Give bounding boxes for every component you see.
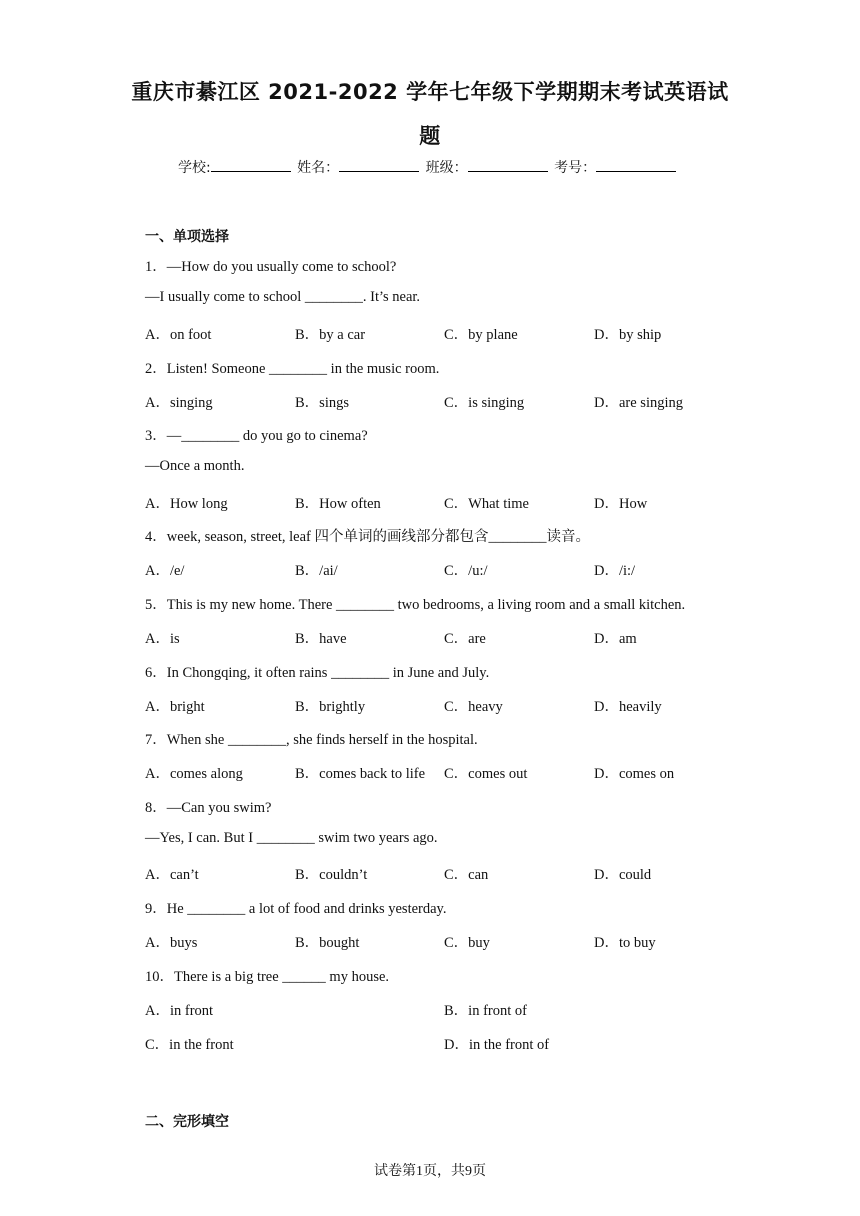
q4-option-a: A．/e/ <box>145 563 185 579</box>
q9-option-d: D．to buy <box>594 935 656 951</box>
q2-option-b: B．sings <box>295 395 349 411</box>
q1-option-c: C．by plane <box>444 327 518 343</box>
q1-option-d: D．by ship <box>594 327 662 343</box>
q2-option-c: C．is singing <box>444 395 525 411</box>
question-5-line-1: 5．This is my new home. There ________ two bedrooms, a living room and a small kitchen. <box>145 597 686 613</box>
class-blank[interactable] <box>468 157 548 172</box>
question-4-line-1: 4．week, season, street, leaf 四个单词的画线部分都包含________读音。 <box>145 529 591 545</box>
question-9-line-1: 9．He ________ a lot of food and drinks yesterday. <box>145 901 447 917</box>
q10-option-c: C．in the front <box>145 1037 234 1053</box>
q9-option-c: C．buy <box>444 935 490 951</box>
class-label: 班级： <box>425 160 468 176</box>
question-1-line-2: —I usually come to school ________. It’s near. <box>145 289 421 305</box>
q3-option-c: C．What time <box>444 496 529 512</box>
question-7-line-1: 7．When she ________, she finds herself in the hospital. <box>145 732 478 748</box>
question-1-line-1: 1．—How do you usually come to school? <box>145 259 397 275</box>
school-label: 学校: <box>178 160 211 176</box>
q6-option-b: B．brightly <box>295 699 366 715</box>
q5-option-c: C．are <box>444 631 486 647</box>
q8-option-c: C．can <box>444 867 489 883</box>
question-10-line-1: 10．There is a big tree ______ my house. <box>145 969 390 985</box>
number-blank[interactable] <box>596 157 676 172</box>
question-8-line-2: —Yes, I can. But I ________ swim two years ago. <box>145 830 438 846</box>
section-heading-single-choice: 一、单项选择 <box>145 229 229 245</box>
student-info-row <box>178 157 678 177</box>
q2-option-a: A．singing <box>145 395 213 411</box>
question-2-line-1: 2．Listen! Someone ________ in the music room. <box>145 361 440 377</box>
q6-option-a: A．bright <box>145 699 205 715</box>
q10-option-d: D．in the front of <box>444 1037 550 1053</box>
q10-option-b: B．in front of <box>444 1003 527 1019</box>
question-8-line-1: 8．—Can you swim? <box>145 800 272 816</box>
page-title: 重庆市綦江区 2021-2022 学年七年级下学期期末考试英语试 <box>131 80 729 104</box>
q2-option-d: D．are singing <box>594 395 683 411</box>
q4-option-d: D．/i:/ <box>594 563 636 579</box>
q7-option-b: B．comes back to life <box>295 766 426 782</box>
q7-option-c: C．comes out <box>444 766 528 782</box>
number-label: 考号： <box>554 160 597 176</box>
question-3-line-2: —Once a month. <box>145 458 245 474</box>
q5-option-b: B．have <box>295 631 347 647</box>
question-6-line-1: 6．In Chongqing, it often rains ________ in June and July. <box>145 665 490 681</box>
q4-option-c: C．/u:/ <box>444 563 488 579</box>
section-heading-cloze: 二、完形填空 <box>145 1114 229 1130</box>
page-title-continued: 题 <box>419 124 441 148</box>
name-label: 姓名： <box>297 160 340 176</box>
q5-option-d: D．am <box>594 631 637 647</box>
q3-option-a: A．How long <box>145 496 228 512</box>
q3-option-d: D．How <box>594 496 648 512</box>
q8-option-b: B．couldn’t <box>295 867 368 883</box>
q3-option-b: B．How often <box>295 496 381 512</box>
q6-option-c: C．heavy <box>444 699 503 715</box>
page-footer: 试卷第1页，共9页 <box>374 1164 486 1179</box>
q1-option-a: A．on foot <box>145 327 212 343</box>
q8-option-a: A．can’t <box>145 867 199 883</box>
school-blank[interactable] <box>211 157 291 172</box>
q6-option-d: D．heavily <box>594 699 662 715</box>
q9-option-b: B．bought <box>295 935 360 951</box>
q5-option-a: A．is <box>145 631 180 647</box>
question-3-line-1: 3．—________ do you go to cinema? <box>145 428 368 444</box>
q10-option-a: A．in front <box>145 1003 214 1019</box>
name-blank[interactable] <box>339 157 419 172</box>
q9-option-a: A．buys <box>145 935 198 951</box>
q7-option-a: A．comes along <box>145 766 243 782</box>
q4-option-b: B．/ai/ <box>295 563 338 579</box>
q7-option-d: D．comes on <box>594 766 675 782</box>
q1-option-b: B．by a car <box>295 327 366 343</box>
q8-option-d: D．could <box>594 867 652 883</box>
